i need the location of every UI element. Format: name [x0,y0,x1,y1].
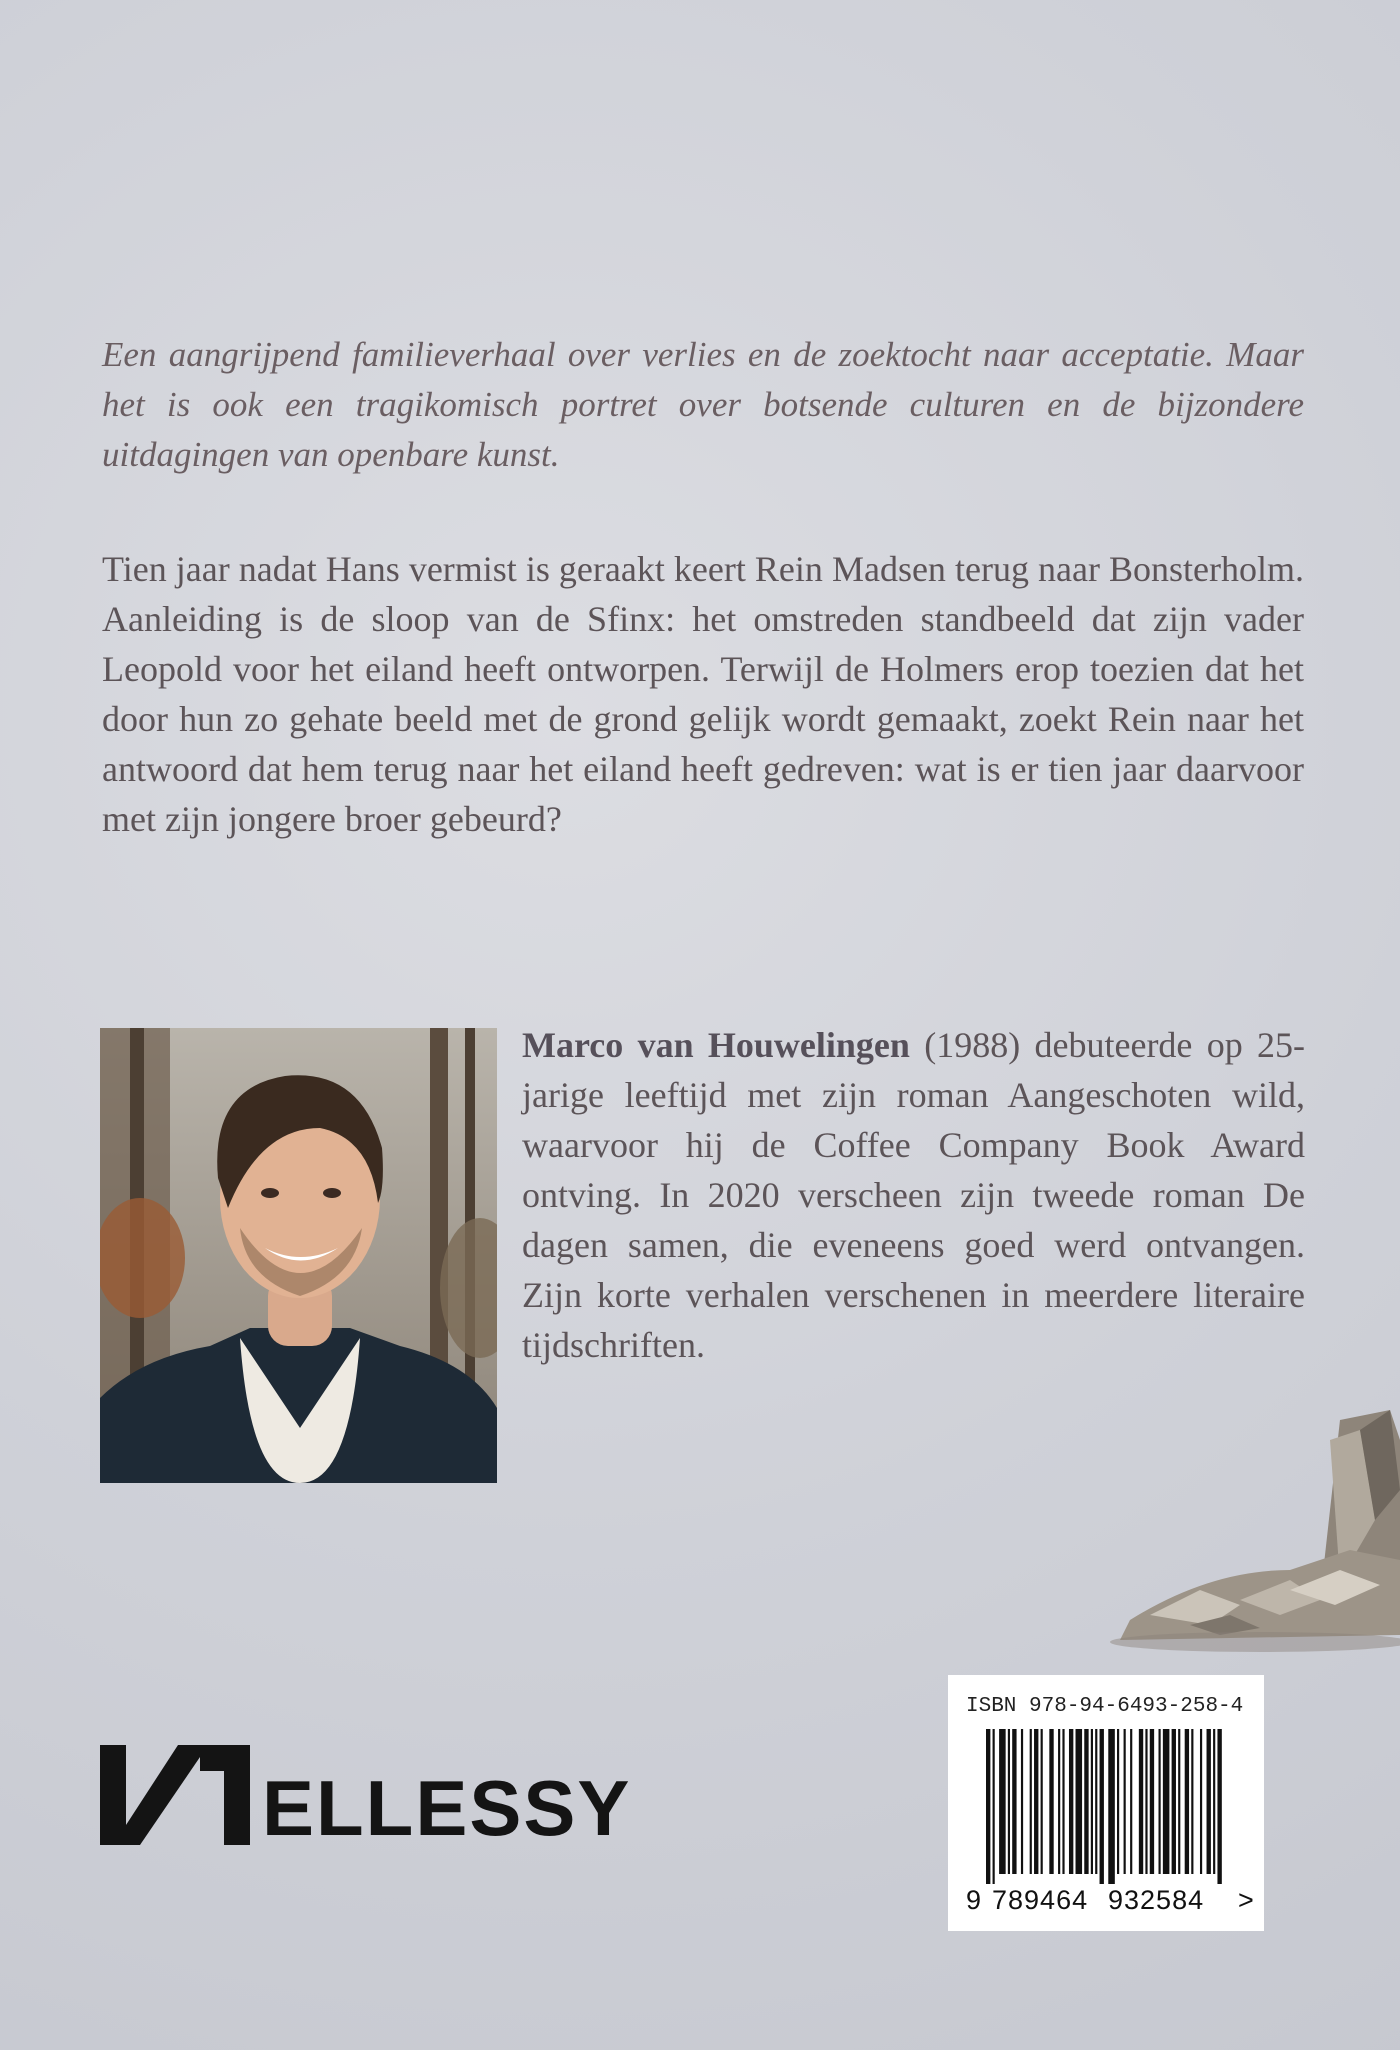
summary-text: Tien jaar nadat Hans vermist is geraakt keert Rein Madsen terug naar Bonsterholm. Aanleiding is de sloop van de Sfinx: het omstreden standbeeld dat zijn vader Leopold voor het eiland heeft ontworpen. Terwijl de Holmers erop toezien dat het door hun zo gehate beeld met de grond gelijk wordt gemaakt, zoekt Rein naar het antwoord dat hem terug naar het eiland heeft gedreven: wat is er tien jaar daarvoor met zijn jongere broer gebeurd? [102,549,1304,839]
barcode-bar [1185,1729,1189,1874]
barcode-bar [1117,1729,1119,1874]
barcode-bar [1084,1729,1088,1874]
barcode-bar [986,1729,990,1884]
barcode-bar [1058,1729,1060,1874]
barcode-bar [1008,1729,1010,1874]
isbn-barcode [948,1675,1264,1931]
rubble-illustration [1090,1400,1400,1660]
barcode-bar [1021,1729,1023,1874]
barcode-bar [1062,1729,1064,1874]
author-name: Marco van Houwelingen [522,1025,910,1065]
barcode-bar [1108,1729,1115,1884]
barcode-digits-left: 789464 [992,1885,1089,1915]
barcode-bar [993,1729,995,1884]
barcode-bar [1030,1729,1032,1874]
barcode-bar [1130,1729,1132,1874]
barcode-bar [1159,1729,1161,1874]
barcode-bar [1095,1729,1097,1874]
publisher-wordmark: ELLESSY [262,1764,632,1852]
barcode-bar [1217,1729,1221,1884]
barcode-bars [986,1729,1224,1884]
barcode-bar [1163,1729,1170,1874]
barcode-bar [1213,1729,1215,1874]
barcode-bar [1172,1729,1176,1874]
barcode-bar [1069,1729,1073,1874]
isbn-label: ISBN 978-94-6493-258-4 [966,1695,1244,1718]
barcode-bar [1191,1729,1193,1874]
barcode-digit-first: 9 [966,1885,982,1915]
barcode-bar [1200,1729,1202,1874]
barcode-bar [1034,1729,1038,1874]
barcode-bar [1139,1729,1143,1874]
barcode-bar [1150,1729,1154,1874]
barcode-bar [1012,1729,1016,1874]
author-bio [522,1020,1305,1370]
barcode-bar [1049,1729,1053,1874]
author-bio-text: (1988) debuteerde op 25-jarige leeftijd met zijn roman Aangeschoten wild, waarvoor hij de Coffee Company Book Award ontving. In 2020 verscheen zijn tweede roman De dagen samen, die eveneens goed werd ontvangen. Zijn korte verhalen verschenen in meerdere literaire tijdschriften. [522,1025,1305,1365]
author-photo [100,1028,497,1483]
barcode-bar [1100,1729,1104,1884]
blurb-text: Een aangrijpend familieverhaal over verlies en de zoektocht naar acceptatie. Maar het is ook een tragikomisch portret over botsende culturen en de bijzondere uitdagingen van openbare kunst. [102,335,1304,474]
barcode-bar [999,1729,1006,1874]
barcode-digits-right: 932584 [1108,1885,1205,1915]
publisher-logo-mark [100,1745,250,1845]
barcode-bar [1076,1729,1083,1874]
barcode-bar [1124,1729,1126,1874]
barcode-bar [1207,1729,1211,1874]
barcode-bar [1145,1729,1147,1874]
barcode-bar [1178,1729,1180,1874]
barcode-bar [1041,1729,1043,1874]
barcode-quiet-mark: > [1238,1885,1254,1915]
barcode-bar [1091,1729,1093,1874]
